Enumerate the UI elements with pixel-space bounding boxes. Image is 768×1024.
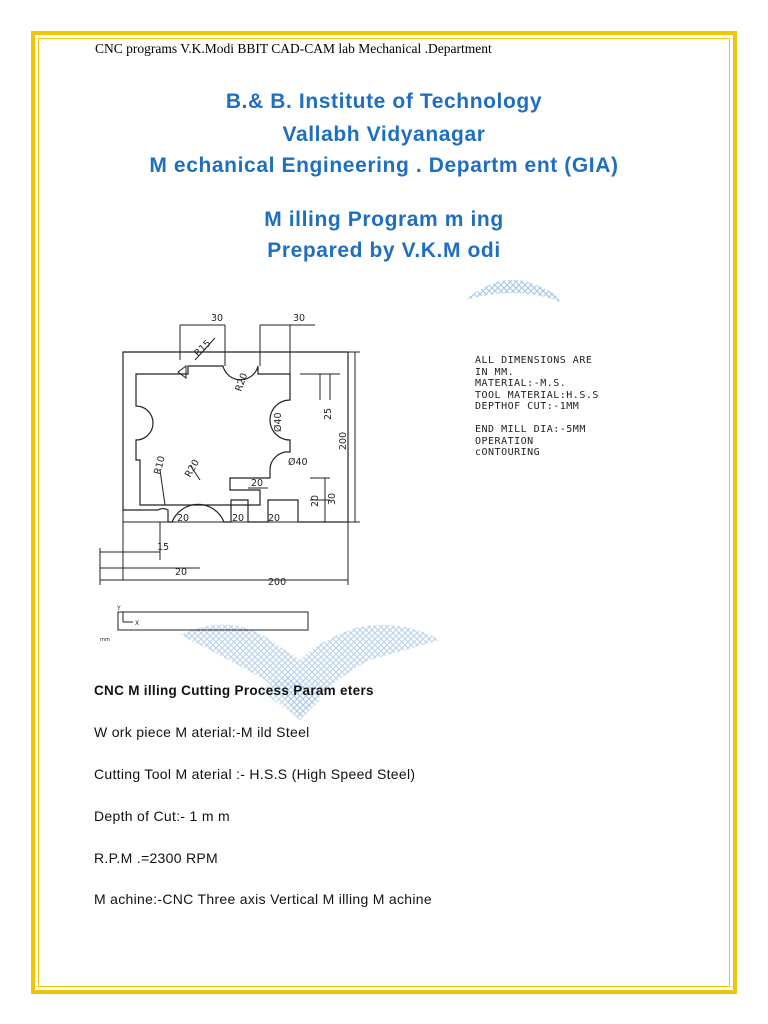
dim-d40-lower: Ø40 (288, 457, 308, 468)
note-line: ALL DIMENSIONS ARE (475, 355, 593, 366)
drawing-notes (475, 355, 599, 459)
dim-20-left: 20 (175, 567, 188, 578)
dim-top-left-30: 30 (211, 313, 224, 324)
dim-200-right: 200 (338, 431, 349, 450)
department-title: M echanical Engineering . Departm ent (GIA) (149, 154, 619, 177)
dim-r15: R15 (192, 338, 214, 360)
note-line: DEPTHOF CUT:-1MM (475, 401, 580, 412)
note-line: TOOL MATERIAL:H.S.S (475, 389, 599, 401)
dim-d40-upper: Ø40 (273, 412, 284, 432)
subject-title: M illing Program m ing (264, 208, 504, 231)
institute-title: B.& B. Institute of Technology (225, 90, 543, 113)
note-line: MATERIAL:-M.S. (475, 378, 567, 389)
author-title: Prepared by V.K.M odi (267, 239, 501, 262)
note-line (475, 413, 599, 425)
note-line: END MILL DIA:-5MM (475, 424, 586, 435)
dim-25: 25 (323, 407, 334, 420)
parameters-heading: CNC M illing Cutting Process Param eters (94, 683, 374, 698)
dim-15-left: 15 (157, 542, 170, 553)
note-line: OPERATION (475, 435, 534, 447)
note-line: IN MM. (475, 366, 515, 378)
rpm-value: R.P.M .=2300 RPM (94, 850, 218, 866)
page-header: CNC programs V.K.Modi BBIT CAD-CAM lab Mechanical .Department (95, 41, 492, 56)
place-title: Vallabh Vidyanagar (282, 123, 486, 146)
dim-r20-top: R20 (233, 371, 251, 394)
axis-x-label: X (135, 620, 140, 627)
depth-of-cut: Depth of Cut:- 1 m m (94, 808, 230, 824)
cutting-tool-material: Cutting Tool M aterial :- H.S.S (High Speed Steel) (94, 766, 416, 782)
dim-r20-bottom: R20 (183, 457, 202, 480)
dim-20-bottom-2: 20 (232, 513, 245, 524)
axis-y-label: Y (117, 605, 121, 612)
dim-20-bottom-1: 20 (177, 513, 190, 524)
dim-30-right: 30 (327, 492, 338, 505)
dim-20-bottom-3: 20 (268, 513, 281, 524)
unit-label: mm (100, 637, 110, 643)
dim-r10: R10 (152, 454, 168, 476)
dim-20-right: 20 (310, 494, 321, 507)
dim-200-bottom: 200 (268, 577, 287, 588)
workpiece-material: W ork piece M aterial:-M ild Steel (94, 724, 310, 740)
machine-type: M achine:-CNC Three axis Vertical M illing M achine (94, 891, 432, 907)
dim-top-right-30: 30 (293, 313, 306, 324)
note-line: cONTOURING (475, 447, 541, 458)
dim-20-mid: 20 (251, 478, 264, 489)
